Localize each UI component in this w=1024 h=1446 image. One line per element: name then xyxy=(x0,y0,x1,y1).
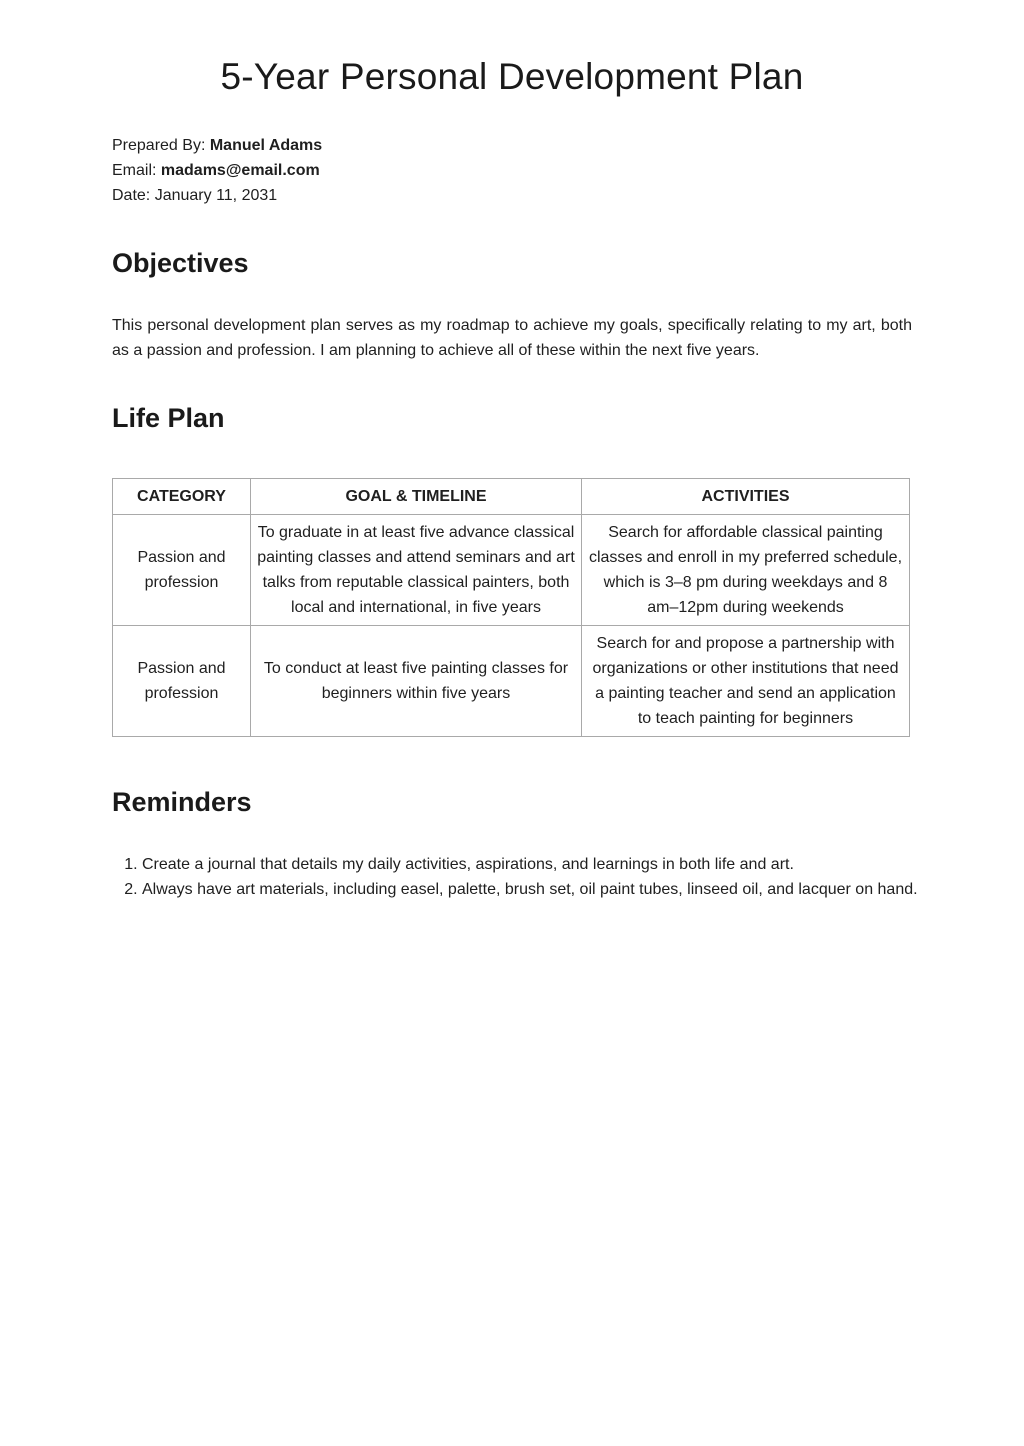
document-meta xyxy=(112,133,322,208)
prepared-by-value: Manuel Adams xyxy=(209,137,323,154)
goal-cell: To graduate in at least five advance classical painting classes and attend seminars and art talks from reputable classical painters, both local and international, in five years xyxy=(251,515,582,626)
date-value: January 11, 2031 xyxy=(154,187,278,204)
objectives-text: This personal development plan serves as my roadmap to achieve my goals, specifically relating to my art, both as a passion and profession. I am planning to achieve all of these within the next five years. xyxy=(112,317,912,359)
list-item: 2. Always have art materials, including easel, palette, brush set, oil paint tubes, linseed oil, and lacquer on hand. xyxy=(142,877,918,902)
prepared-by-row xyxy=(112,133,322,158)
date-label: Date: xyxy=(112,187,151,204)
table-row xyxy=(113,515,910,626)
document-title: 5-Year Personal Development Plan xyxy=(220,56,804,97)
reminders-list xyxy=(112,852,918,902)
column-header-goal-timeline: GOAL & TIMELINE xyxy=(251,479,582,515)
life-plan-table xyxy=(112,478,910,737)
email-row xyxy=(112,158,322,183)
activities-cell: Search for and propose a partnership with organizations or other institutions that need a painting teacher and send an application to teach painting for beginners xyxy=(582,626,910,737)
life-plan-heading: Life Plan xyxy=(112,403,225,433)
email-value: madams@email.com xyxy=(160,162,320,179)
column-header-activities: ACTIVITIES xyxy=(582,479,910,515)
reminders-heading: Reminders xyxy=(112,787,252,817)
goal-cell: To conduct at least five painting classes for beginners within five years xyxy=(251,626,582,737)
table-row xyxy=(113,626,910,737)
prepared-by-label: Prepared By: xyxy=(112,137,206,154)
list-item: 1. Create a journal that details my daily activities, aspirations, and learnings in both life and art. xyxy=(142,852,918,877)
category-cell: Passion and profession xyxy=(113,515,251,626)
activities-cell: Search for affordable classical painting classes and enroll in my preferred schedule, which is 3–8 pm during weekdays and 8 am–12pm during weekends xyxy=(582,515,910,626)
email-label: Email: xyxy=(112,162,157,179)
column-header-category: CATEGORY xyxy=(113,479,251,515)
objectives-heading: Objectives xyxy=(112,248,249,278)
table-header-row xyxy=(113,479,910,515)
date-row xyxy=(112,183,322,208)
category-cell: Passion and profession xyxy=(113,626,251,737)
